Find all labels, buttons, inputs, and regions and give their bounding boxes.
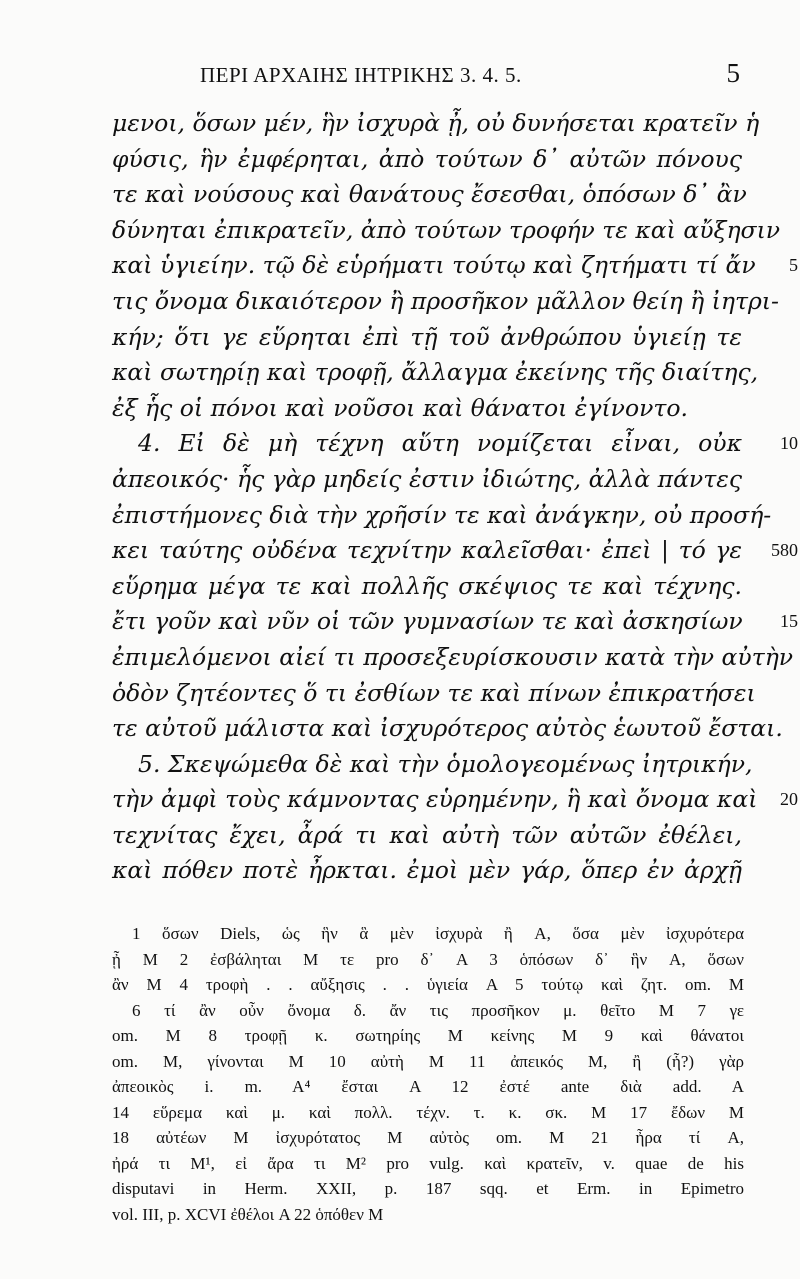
text-line-content: φύσις, ἣν ἐμφέρηται, ἀπὸ τούτων δ᾽ αὐτῶν πόνους bbox=[112, 144, 742, 173]
apparatus-line: 1 ὅσων Diels, ὡς ἣν ἃ μὲν ἰσχυρὰ ἢ A, ὅσα μὲν ἰσχυρότερα bbox=[132, 924, 744, 943]
text-line-content: τὴν ἀμφὶ τοὺς κάμνοντας εὑρημένην, ἣ καὶ ὄνομα καὶ bbox=[112, 785, 758, 814]
text-line-content: ἐξ ἧς οἱ πόνοι καὶ νοῦσοι καὶ θάνατοι ἐγίνοντο. bbox=[112, 393, 689, 422]
text-line-content: μενοι, ὅσων μέν, ἣν ἰσχυρὰ ᾖ, οὐ δυνήσεται κρατεῖν ἡ bbox=[112, 109, 760, 137]
page-number: 5 bbox=[726, 58, 740, 88]
text-line-content: ἀπεοικός· ἧς γὰρ μηδείς ἐστιν ἰδιώτης, ἀλλὰ πάντες bbox=[112, 464, 742, 493]
text-line bbox=[112, 569, 742, 605]
text-line bbox=[112, 711, 783, 747]
running-title: ΠΕΡΙ ΑΡΧΑΙΗΣ ΙΗΤΡΙΚΗΣ 3. 4. 5. bbox=[200, 63, 522, 87]
line-number: 5 bbox=[789, 255, 798, 276]
line-number: 15 bbox=[780, 611, 798, 632]
text-line bbox=[112, 462, 742, 498]
text-line bbox=[112, 177, 747, 213]
text-line bbox=[112, 248, 798, 284]
text-line-content: καὶ πόθεν ποτὲ ἦρκται. ἐμοὶ μὲν γάρ, ὅπερ ἐν ἀρχῇ bbox=[112, 856, 742, 885]
text-line bbox=[112, 533, 798, 569]
line-number: 10 bbox=[780, 433, 798, 454]
text-line-content: δύνηται ἐπικρατεῖν, ἀπὸ τούτων τροφήν τε καὶ αὔξησιν bbox=[112, 215, 781, 244]
text-line-content: ἔτι γοῦν καὶ νῦν οἱ τῶν γυμνασίων τε καὶ ἀσκησίων bbox=[112, 607, 743, 636]
text-line bbox=[112, 498, 772, 534]
apparatus-line: om. M 8 τροφῇ κ. σωτηρίης M κείνης M 9 καὶ θάνατοι bbox=[112, 1026, 744, 1045]
text-line bbox=[112, 391, 742, 427]
text-line bbox=[112, 213, 781, 249]
apparatus-line: ἠρά τι M¹, εἰ ἄρα τι M² pro vulg. καὶ κρατεῖν, v. quae de his bbox=[112, 1153, 744, 1173]
text-line-content: 5. Σκεψώμεθα δὲ καὶ τὴν ὁμολογεομένως ἰητρικήν, bbox=[138, 749, 753, 778]
apparatus-line: 6 τί ἂν οὖν ὄνομα δ. ἄν τις προσῆκον μ. θεῖτο M 7 γε bbox=[132, 1000, 744, 1020]
text-line-content: τε αὐτοῦ μάλιστα καὶ ἰσχυρότερος αὐτὸς ἑωυτοῦ ἔσται. bbox=[112, 714, 783, 743]
text-line-content: 4. Εἰ δὲ μὴ τέχνη αὕτη νομίζεται εἶναι, οὐκ bbox=[138, 429, 742, 458]
text-line-content: καὶ σωτηρίῃ καὶ τροφῇ, ἄλλαγμα ἐκείνης τῆς διαίτης, bbox=[112, 358, 759, 387]
text-line bbox=[112, 106, 760, 142]
text-line-content: τε καὶ νούσους καὶ θανάτους ἔσεσθαι, ὁπόσων δ᾽ ἂν bbox=[112, 180, 747, 209]
text-line-content: εὕρημα μέγα τε καὶ πολλῆς σκέψιος τε καὶ τέχνης. bbox=[112, 571, 742, 600]
apparatus-line: 14 εὕρεμα καὶ μ. καὶ πολλ. τέχν. τ. κ. σκ. M 17 ἔδων M bbox=[112, 1102, 744, 1122]
text-line-content: ὁδὸν ζητέοντες ὅ τι ἐσθίων τε καὶ πίνων ἐπικρατήσει bbox=[112, 678, 756, 707]
apparatus-line: ᾖ M 2 ἐσβάληται M τε pro δ᾽ A 3 ὁπόσων δ᾽ ἣν A, ὅσων bbox=[112, 949, 744, 969]
text-line bbox=[112, 640, 794, 676]
apparatus-line: ἂν M 4 τροφὴ . . αὔξησις . . ὑγιεία A 5 τούτῳ καὶ ζητ. om. M bbox=[112, 975, 744, 994]
apparatus-line: ἀπεοικὸς i. m. A⁴ ἔσται A 12 ἐστέ ante διὰ add. A bbox=[112, 1077, 744, 1096]
text-line bbox=[112, 676, 756, 712]
text-line bbox=[112, 142, 742, 178]
text-line bbox=[112, 284, 779, 320]
text-line-content: τις ὄνομα δικαιότερον ἢ προσῆκον μᾶλλον θείη ἢ ἰητρι- bbox=[112, 286, 779, 315]
text-line bbox=[112, 818, 742, 854]
page-header bbox=[112, 58, 740, 89]
text-line bbox=[112, 426, 798, 462]
text-line-content: ἐπιστήμονες διὰ τὴν χρῆσίν τε καὶ ἀνάγκην, οὐ προσή- bbox=[112, 500, 772, 529]
line-number: 20 bbox=[780, 789, 798, 810]
text-line bbox=[112, 355, 759, 391]
line-number: 580 bbox=[771, 540, 798, 561]
apparatus-line: vol. III, p. XCVI ἐθέλοι A 22 ὁπόθεν M bbox=[112, 1204, 384, 1224]
text-line-content: καὶ ὑγιείην. τῷ δὲ εὑρήματι τούτῳ καὶ ζητήματι τί ἄν bbox=[112, 251, 756, 280]
text-line bbox=[112, 604, 798, 640]
apparatus-line: disputavi in Herm. XXII, p. 187 sqq. et Erm. in Epimetro bbox=[112, 1179, 744, 1198]
text-line bbox=[112, 853, 742, 889]
text-line bbox=[112, 747, 753, 783]
critical-apparatus bbox=[112, 921, 744, 1227]
text-line-content: κει ταύτης οὐδένα τεχνίτην καλεῖσθαι· ἐπεὶ | τό γε bbox=[112, 536, 742, 565]
text-line bbox=[112, 782, 798, 818]
main-text-block bbox=[112, 106, 798, 889]
text-line-content: ἐπιμελόμενοι αἰεί τι προσεξευρίσκουσιν κατὰ τὴν αὐτὴν bbox=[112, 642, 794, 671]
apparatus-line: 18 αὐτέων M ἰσχυρότατος M αὐτὸς om. M 21 ἦρα τί A, bbox=[112, 1128, 744, 1147]
text-line-content: κήν; ὅτι γε εὕρηται ἐπὶ τῇ τοῦ ἀνθρώπου ὑγιείῃ τε bbox=[112, 322, 742, 351]
text-line-content: τεχνίτας ἔχει, ἆρά τι καὶ αὐτὴ τῶν αὐτῶν ἐθέλει, bbox=[112, 820, 742, 849]
apparatus-line: om. M, γίνονται M 10 αὐτὴ M 11 ἀπεικός M, ἢ (ἧ?) γὰρ bbox=[112, 1051, 744, 1071]
text-line bbox=[112, 320, 742, 356]
